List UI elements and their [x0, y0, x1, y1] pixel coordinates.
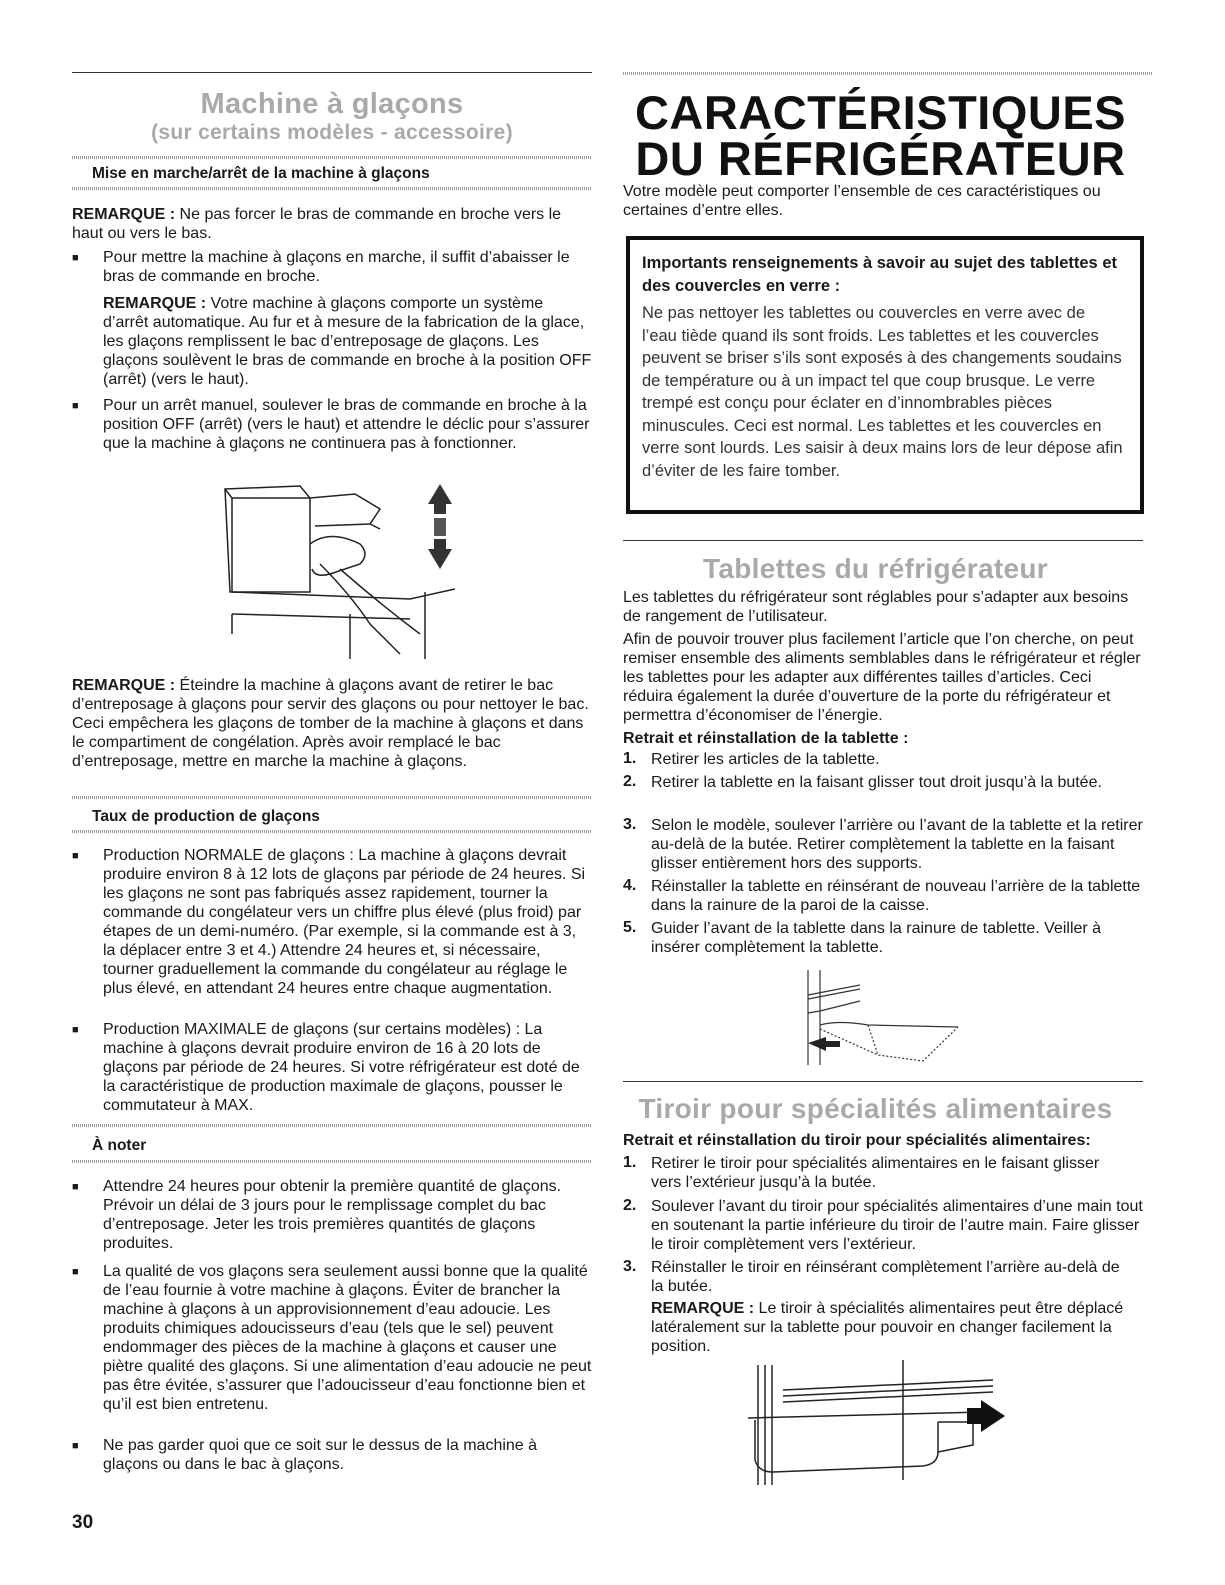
bullet-item [72, 396, 592, 453]
section-subtitle-icemaker: (sur certains modèles - accessoire) [151, 121, 513, 144]
bullet-text: Production MAXIMALE de glaçons (sur certains modèles) : La machine à glaçons devrait produire environ de 16 à 20 lots de glaçons par période de 24 heures. Si votre réfrigérateur est doté de la caractéristique de production maximale de glaçons, pousser le commutateur à MAX. [103, 1021, 580, 1114]
warning-heading: Importants renseignements à savoir au sujet des tablettes et des couvercles en verre : [642, 254, 1117, 295]
step-text: Soulever l’avant du tiroir pour spécialités alimentaires d’une main tout en soutenant la partie inférieure du tiroir de l’autre main. Faire glisser le tiroir complètement vers l’extérieur. [651, 1198, 1143, 1253]
step-item [623, 1197, 1143, 1254]
page-number: 30 [72, 1512, 94, 1533]
section-rule [623, 540, 1143, 541]
bullet-item [72, 1262, 592, 1414]
note-label: REMARQUE : [72, 206, 176, 223]
bullet-icon: ■ [72, 1024, 79, 1036]
step-text: Retirer le tiroir pour spécialités alimentaires en le faisant glisser vers l’extérieur jusqu’à la butée. [651, 1155, 1100, 1191]
subheading-onoff: Mise en marche/arrêt de la machine à glaçons [92, 165, 430, 182]
bullet-item [72, 1177, 592, 1253]
bullet-text: Ne pas garder quoi que ce soit sur le dessus de la machine à glaçons ou dans le bac à glaçons. [103, 1437, 538, 1473]
bullet-icon: ■ [72, 1181, 79, 1193]
drawer-illustration [743, 1360, 1043, 1490]
bullet-text: Attendre 24 heures pour obtenir la première quantité de glaçons. Prévoir un délai de 3 jours pour le remplissage complet du bac d’entreposage. Jeter les trois premières quantités de glaçons produites. [103, 1178, 562, 1252]
step-number: 3. [623, 1258, 637, 1275]
bullet-item [72, 1436, 592, 1474]
bullet-icon: ■ [72, 1266, 79, 1278]
step-text: Réinstaller la tablette en réinsérant de nouveau l’arrière de la tablette dans la rainure de la paroi de la caisse. [651, 878, 1141, 914]
note-text: Ne pas forcer le bras de commande en broche vers le haut ou vers le bas. [72, 206, 562, 242]
note-paragraph [72, 205, 592, 243]
subheading-notes: À noter [92, 1137, 147, 1154]
step-number: 2. [623, 773, 637, 790]
step-number: 2. [623, 1197, 637, 1214]
icemaker-illustration [220, 474, 455, 659]
indented-note [103, 294, 592, 389]
note-paragraph [72, 676, 592, 771]
note-label: REMARQUE : [103, 295, 207, 312]
intro-paragraph: Votre modèle peut comporter l’ensemble de ces caractéristiques ou certaines d’entre elles. [623, 183, 1101, 219]
drawer-note [651, 1299, 1143, 1356]
step-item [623, 816, 1143, 873]
bullet-text: La qualité de vos glaçons sera seulement aussi bonne que la qualité de l’eau fournie à votre machine à glaçons. Éviter de brancher la machine à glaçons à un approvisionnement d’eau adoucie. Les produits chimiques adoucisseurs d’eau (tels que le sel) peuvent endommager des pièces de la machine à glaçons et causer une piètre qualité des glaçons. Si une alimentation d’eau adoucie ne peut pas être évitée, s’assurer que l’adoucisseur d’eau fonctionne bien et qu’il est bien entretenu. [103, 1263, 592, 1413]
shelves-paragraph-2: Afin de pouvoir trouver plus facilement l’article que l’on cherche, on peut remiser ensemble des aliments semblables dans le réfrigérateur et régler les tablettes pour les adapter aux différentes tailles d’articles. Ceci réduira également la durée d’ouverture de la porte du réfrigérateur et permettra d’économiser de l’énergie. [623, 631, 1141, 724]
warning-text: Ne pas nettoyer les tablettes ou couvercles en verre avec de l’eau tiède quand ils sont froids. Les tablettes et les couvercles peuvent se briser s’ils sont exposés à des changements soudains de température ou à un impact tel que coup brusque. Le verre trempé est conçu pour éclater en d’innombrables pièces minuscules. Ceci est normal. Les tablettes et les couvercles en verre sont lourds. Les saisir à deux mains lors de leur dépose afin d’éviter de les faire tomber. [642, 304, 1123, 480]
bullet-item [72, 1020, 592, 1115]
step-number: 1. [623, 1154, 637, 1171]
step-item [623, 919, 1143, 957]
shelf-illustration [798, 965, 968, 1070]
step-item [623, 1258, 1143, 1296]
step-item [623, 877, 1143, 915]
section-rule [623, 1081, 1143, 1082]
dotted-rule [72, 187, 592, 190]
dotted-rule [72, 156, 592, 159]
section-title-icemaker: Machine à glaçons [200, 88, 464, 120]
note-text: Éteindre la machine à glaçons avant de retirer le bac d’entreposage à glaçons pour servir des glaçons ou pour nettoyer le bac. Ceci empêchera les glaçons de tomber de la machine à glaçons et dans le compartiment de congélation. Après avoir remplacé le bac d’entreposage, mettre en marche la machine à glaçons. [72, 677, 589, 770]
bullet-item [72, 846, 592, 998]
step-number: 5. [623, 919, 637, 936]
drawer-subheading: Retrait et réinstallation du tiroir pour spécialités alimentaires: [623, 1132, 1091, 1149]
dotted-rule [72, 1160, 592, 1163]
bullet-item [72, 248, 592, 286]
bullet-icon: ■ [72, 252, 79, 264]
bullet-text: Production NORMALE de glaçons : La machine à glaçons devrait produire environ 8 à 12 lots de glaçons par période de 24 heures. Si les glaçons ne sont pas fabriqués assez rapidement, tourner la commande du congélateur vers un chiffre plus élevé (plus froid) par étapes de un demi-numéro. (Par exemple, si la commande est à 3, la déplacer entre 3 et 4.) Attendre 24 heures et, si nécessaire, tourner graduellement la commande du congélateur au réglage le plus élevé, en attendant 24 heures entre chaque augmentation. [103, 847, 586, 997]
step-number: 4. [623, 877, 637, 894]
bullet-text: Pour mettre la machine à glaçons en marche, il suffit d’abaisser le bras de commande en broche. [103, 249, 570, 285]
section-title-drawer: Tiroir pour spécialités alimentaires [638, 1093, 1113, 1124]
step-item [623, 1154, 1143, 1192]
page-title-line1: CARACTÉRISTIQUES [634, 86, 1127, 139]
step-text: Réinstaller le tiroir en réinsérant complètement l’arrière au-delà de la butée. [651, 1259, 1120, 1295]
top-rule-left [72, 72, 592, 73]
bullet-text: Pour un arrêt manuel, soulever le bras de commande en broche à la position OFF (arrêt) (vers le haut) et attendre le déclic pour s’assurer que la machine à glaçons ne continuera pas à fonctionner. [103, 397, 590, 452]
dotted-rule [72, 1124, 592, 1127]
bullet-icon: ■ [72, 850, 79, 862]
step-text: Guider l’avant de la tablette dans la rainure de tablette. Veiller à insérer complètement la tablette. [651, 920, 1102, 956]
step-number: 1. [623, 750, 637, 767]
step-text: Retirer la tablette en la faisant glisser tout droit jusqu’à la butée. [651, 774, 1102, 791]
step-number: 3. [623, 816, 637, 833]
step-text: Retirer les articles de la tablette. [651, 751, 880, 768]
step-text: Selon le modèle, soulever l’arrière ou l’avant de la tablette et la retirer au-delà de la butée. Retirer complètement la tablette en la faisant glisser entièrement hors des supports. [651, 817, 1143, 872]
shelves-paragraph-1: Les tablettes du réfrigérateur sont réglables pour s’adapter aux besoins de rangement de l’utilisateur. [623, 589, 1129, 625]
top-dotted-rule [623, 72, 1153, 75]
bullet-icon: ■ [72, 1440, 79, 1452]
section-title-shelves: Tablettes du réfrigérateur [703, 553, 1048, 584]
shelves-subheading: Retrait et réinstallation de la tablette : [623, 730, 909, 747]
note-label: REMARQUE : [72, 677, 176, 694]
note-text: Votre machine à glaçons comporte un système d’arrêt automatique. Au fur et à mesure de la fabrication de la glace, les glaçons remplissent le bac d’entreposage de glaçons. Les glaçons soulèvent le bras de commande en broche à la position OFF (arrêt) (vers le haut). [103, 295, 592, 388]
note-label: REMARQUE : [651, 1300, 755, 1317]
bullet-icon: ■ [72, 400, 79, 412]
subheading-rate: Taux de production de glaçons [92, 808, 320, 825]
step-item [623, 773, 1143, 792]
dotted-rule [72, 830, 592, 833]
step-item [623, 750, 1143, 769]
note-text: Le tiroir à spécialités alimentaires peut être déplacé latéralement sur la tablette pour pouvoir en changer facilement la position. [651, 1300, 1124, 1355]
glass-warning-box [626, 236, 1144, 514]
page-title-line2: DU RÉFRIGÉRATEUR [635, 132, 1126, 185]
dotted-rule [72, 796, 592, 799]
